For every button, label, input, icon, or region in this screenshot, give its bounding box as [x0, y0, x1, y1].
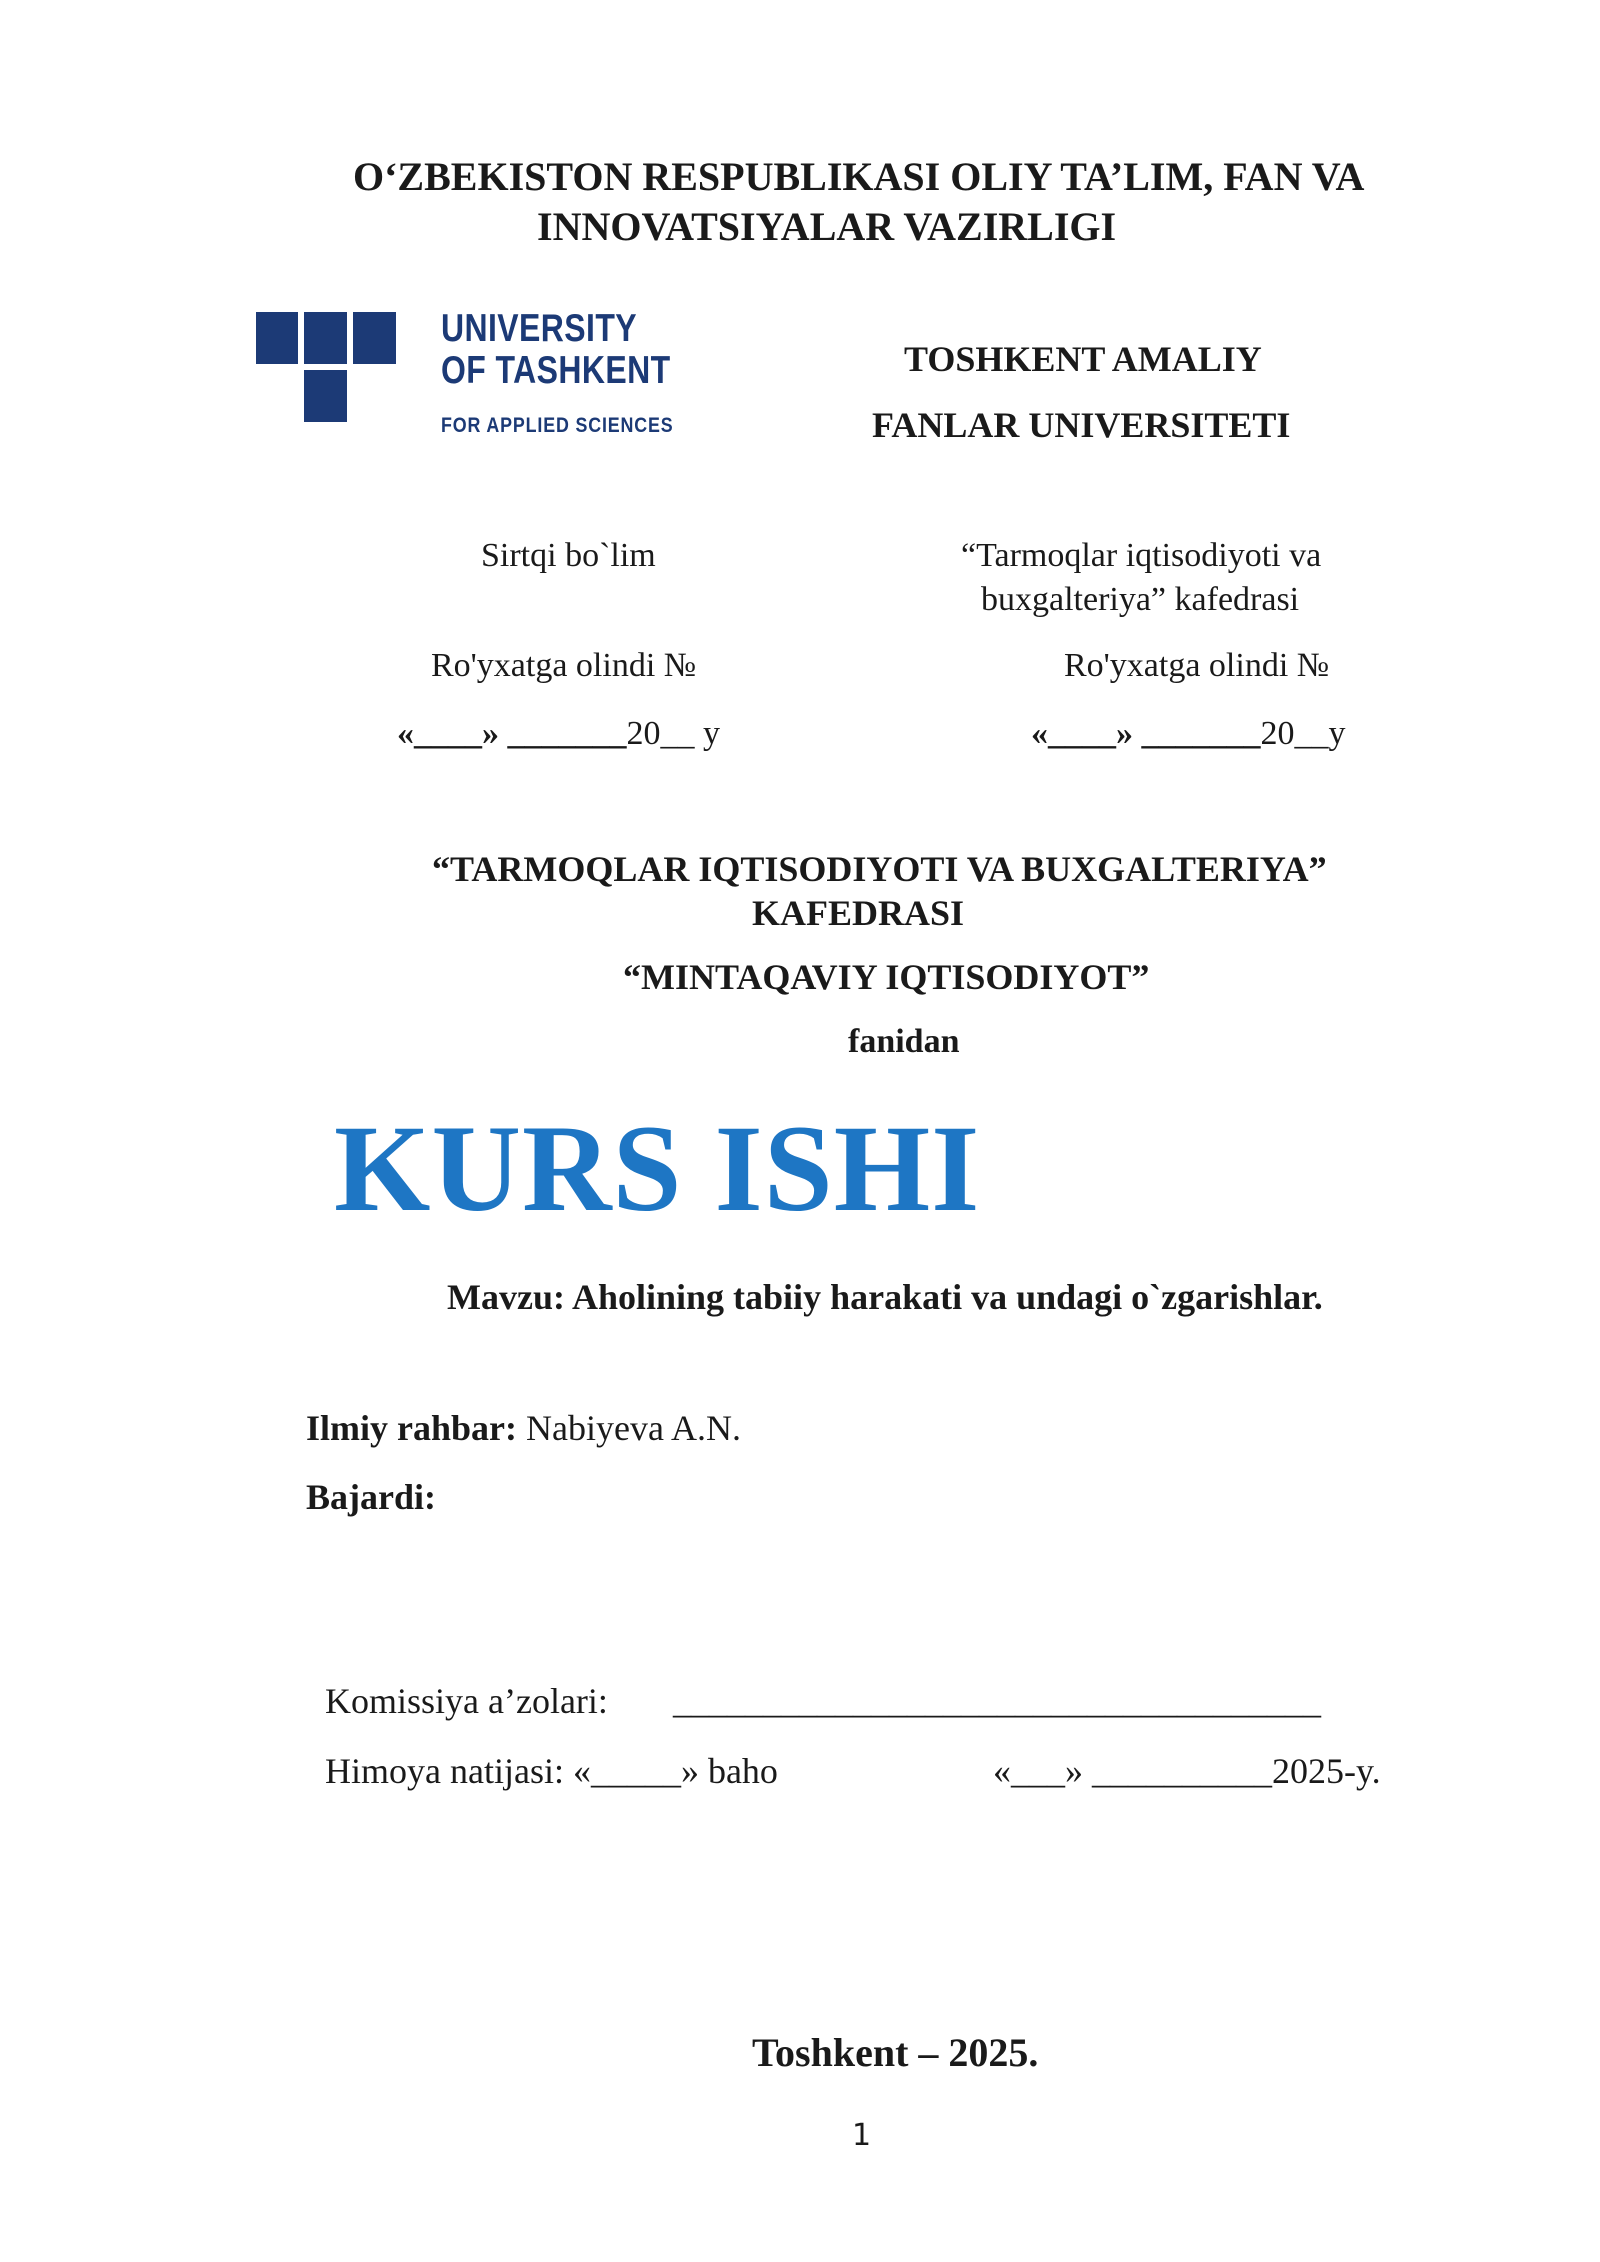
page-number: 1	[852, 2118, 872, 2153]
logo-text-university: UNIVERSITY	[441, 307, 638, 350]
logo-square-4	[304, 370, 347, 422]
defense-result: Himoya natijasi: «_____» baho	[325, 1751, 778, 1791]
supervisor-name: Nabiyeva A.N.	[517, 1408, 741, 1448]
date-month-blank: _______	[1133, 715, 1261, 752]
kafedra-label-line-2: buxgalteriya” kafedrasi	[981, 581, 1300, 618]
date-day-blank: ____	[1048, 715, 1116, 752]
subject-suffix: fanidan	[848, 1023, 960, 1060]
topic: Mavzu: Aholining tabiiy harakati va undagi o`zgarishlar.	[447, 1277, 1323, 1317]
logo-square-1	[256, 312, 298, 364]
document-title: KURS ISHI	[334, 1100, 981, 1237]
kafedra-label-line-1: “Tarmoqlar iqtisodiyoti va	[961, 537, 1322, 574]
registration-date-right	[1031, 715, 1346, 753]
kafedra-title-line-1: “TARMOQLAR IQTISODIYOTI VA BUXGALTERIYA”	[432, 849, 1327, 889]
date-month-blank: _______	[499, 715, 627, 752]
kafedra-title-line-2: KAFEDRASI	[752, 893, 965, 933]
logo-text-of-tashkent: OF TASHKENT	[441, 349, 671, 392]
date-year: 20__y	[1260, 715, 1346, 752]
subject-name: “MINTAQAVIY IQTISODIYOT”	[623, 957, 1150, 997]
university-name-line-2: FANLAR UNIVERSITETI	[872, 405, 1291, 445]
commission-blank: ____________________________________	[673, 1681, 1321, 1721]
registered-label-left: Ro'yxatga olindi №	[431, 647, 697, 684]
supervisor-label: Ilmiy rahbar:	[306, 1408, 517, 1448]
logo-square-3	[353, 312, 396, 364]
date-open-quote: «	[1031, 715, 1048, 752]
commission-label: Komissiya a’zolari:	[325, 1681, 608, 1721]
date-day-blank: ____	[414, 715, 482, 752]
supervisor-line	[306, 1407, 741, 1449]
registered-label-right: Ro'yxatga olindi №	[1064, 647, 1330, 684]
registration-date-left	[397, 715, 720, 753]
ministry-line-1: O‘ZBEKISTON RESPUBLIKASI OLIY TA’LIM, FAN VA	[353, 154, 1365, 199]
department-label: Sirtqi bo`lim	[481, 537, 656, 574]
university-name-line-1: TOSHKENT AMALIY	[904, 339, 1262, 379]
university-logo	[256, 307, 676, 443]
ministry-line-2: INNOVATSIYALAR VAZIRLIGI	[537, 204, 1117, 249]
date-close-quote: »	[482, 715, 499, 752]
date-open-quote: «	[397, 715, 414, 752]
date-year: 20__ y	[626, 715, 720, 752]
logo-square-2	[304, 312, 347, 364]
logo-text-applied-sciences: FOR APPLIED SCIENCES	[441, 414, 674, 437]
date-close-quote: »	[1116, 715, 1133, 752]
performer-label: Bajardi:	[306, 1477, 436, 1517]
city-year: Toshkent – 2025.	[752, 2030, 1039, 2075]
defense-date: «___» __________2025-y.	[993, 1751, 1381, 1791]
